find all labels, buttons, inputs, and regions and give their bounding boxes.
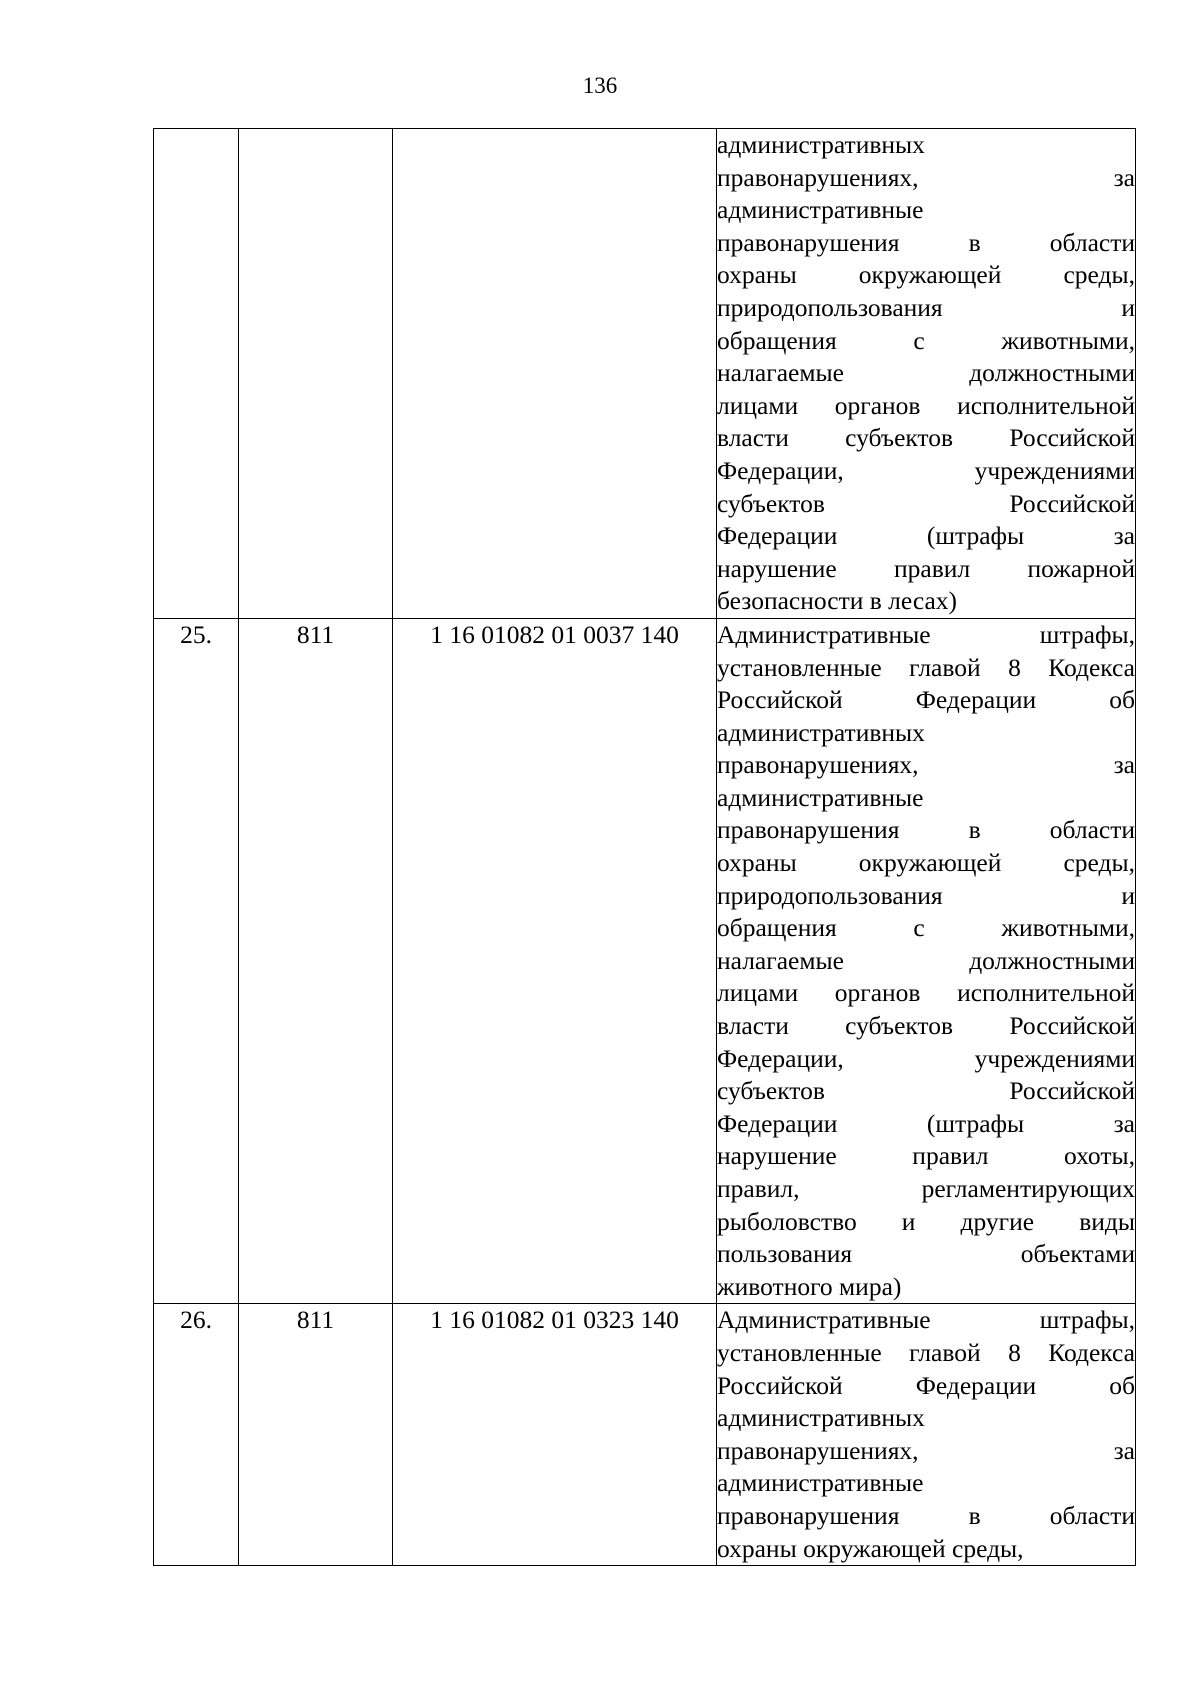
- description-line: Федерации, учреждениями: [717, 1043, 1135, 1073]
- revenue-description-cell: [717, 1304, 1136, 1566]
- description-line: административные: [717, 782, 924, 812]
- description-line: правонарушениях, за: [717, 1435, 1135, 1465]
- description-line: субъектов Российской: [717, 1076, 1135, 1106]
- row-number-cell: [154, 129, 239, 619]
- description-line: охраны окружающей среды,: [717, 1533, 1024, 1563]
- revenue-description-cell: [717, 618, 1136, 1303]
- description-line: Административные штрафы,: [717, 1305, 1135, 1335]
- description-line: природопользования и: [717, 880, 1135, 910]
- budget-classification-code-cell: 1 16 01082 01 0037 140: [393, 618, 717, 1303]
- row-number-cell: 26.: [154, 1304, 239, 1566]
- description-line: правонарушениях, за: [717, 750, 1135, 780]
- description-line: административных: [717, 717, 925, 747]
- description-line: административные: [717, 1468, 924, 1498]
- table-row: [154, 618, 1136, 1303]
- budget-classification-code-cell: [393, 129, 717, 619]
- description-line: налагаемые должностными: [717, 945, 1135, 975]
- table-row: [154, 129, 1136, 619]
- description-line: власти субъектов Российской: [717, 1011, 1135, 1041]
- description-line: охраны окружающей среды,: [717, 260, 1135, 290]
- budget-classification-code-cell: 1 16 01082 01 0323 140: [393, 1304, 717, 1566]
- description-line: Федерации (штрафы за: [717, 521, 1135, 551]
- description-line: Административные штрафы,: [717, 619, 1135, 649]
- description-line: правил, регламентирующих: [717, 1174, 1135, 1203]
- admin-code-cell: 811: [239, 618, 393, 1303]
- description-line: правонарушения в области: [717, 227, 1135, 257]
- row-number-cell: 25.: [154, 618, 239, 1303]
- description-line: обращения с животными,: [717, 913, 1135, 943]
- table-row: [154, 1304, 1136, 1566]
- admin-code-cell: [239, 129, 393, 619]
- description-line: Российской Федерации об: [717, 1370, 1135, 1400]
- description-line: правонарушения в области: [717, 815, 1135, 845]
- description-line: власти субъектов Российской: [717, 423, 1135, 453]
- description-line: налагаемые должностными: [717, 358, 1135, 388]
- description-line: охраны окружающей среды,: [717, 848, 1135, 878]
- description-line: установленные главой 8 Кодекса: [717, 1337, 1135, 1367]
- page-number: 136: [582, 73, 618, 98]
- description-line: нарушение правил охоты,: [717, 1141, 1135, 1171]
- description-line: правонарушения в области: [717, 1500, 1135, 1530]
- description-line: рыболовство и другие виды: [717, 1206, 1135, 1236]
- description-line: субъектов Российской: [717, 488, 1135, 518]
- description-line: животного мира): [717, 1271, 902, 1301]
- revenue-description-cell: [717, 129, 1136, 619]
- description-line: обращения с животными,: [717, 325, 1135, 355]
- description-line: Федерации, учреждениями: [717, 455, 1135, 485]
- description-line: установленные главой 8 Кодекса: [717, 652, 1135, 682]
- budget-code-table: [153, 128, 1136, 1566]
- table-body: [154, 129, 1136, 1566]
- admin-code-cell: 811: [239, 1304, 393, 1566]
- description-line: Федерации (штрафы за: [717, 1108, 1135, 1138]
- description-line: административных: [717, 130, 925, 159]
- description-line: Российской Федерации об: [717, 685, 1135, 715]
- description-line: лицами органов исполнительной: [717, 978, 1135, 1008]
- description-line: правонарушениях, за: [717, 162, 1135, 192]
- description-line: пользования объектами: [717, 1239, 1135, 1269]
- description-line: административные: [717, 195, 924, 225]
- description-line: нарушение правил пожарной: [717, 553, 1135, 583]
- description-line: административных: [717, 1403, 925, 1433]
- description-line: безопасности в лесах): [717, 586, 958, 616]
- description-line: природопользования и: [717, 292, 1135, 322]
- description-line: лицами органов исполнительной: [717, 390, 1135, 420]
